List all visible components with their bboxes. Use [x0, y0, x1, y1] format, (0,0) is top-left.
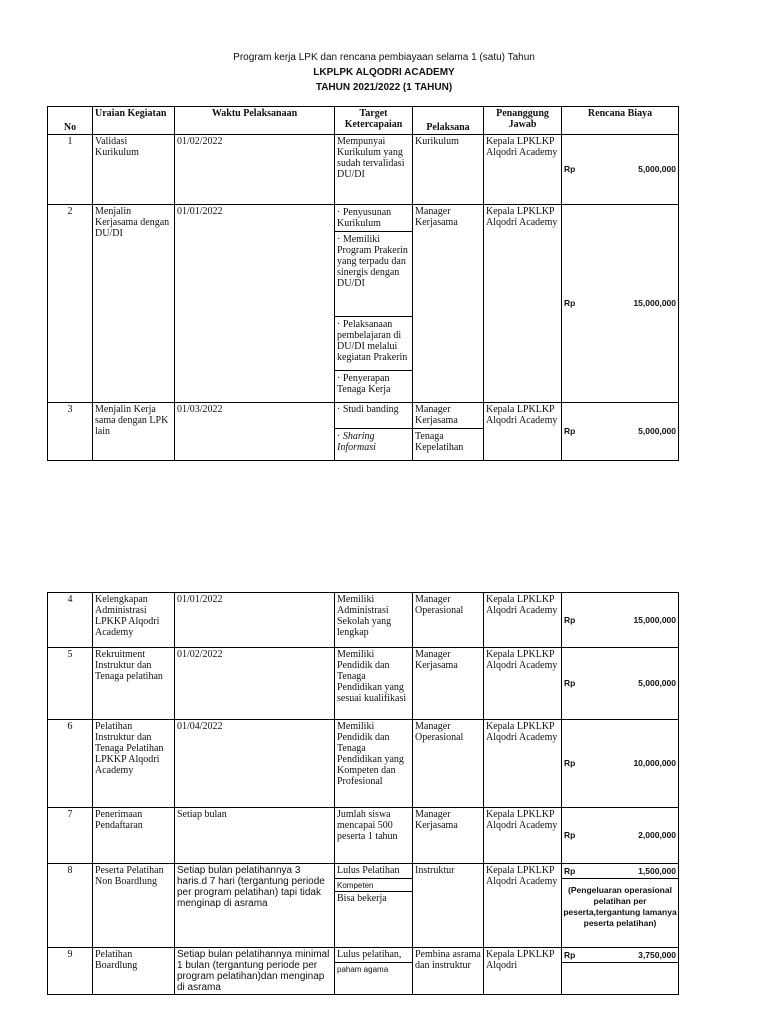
program-table-part1: [47, 106, 679, 461]
row-target: · Penyusunan Kurikulum · Memiliki Program Prakerin yang terpadu dan sinergis dengan DU/DI · Pelaksanaan pembelajaran di DU/DI melalui kegiatan Prakerin · Penyerapan Tenaga Kerja: [335, 205, 413, 403]
target-item: Sharing Informasi: [337, 431, 376, 453]
row-target: Memiliki Pendidik dan Tenaga Pendidikan yang Kompeten dan Profesional: [335, 720, 413, 808]
row-uraian: Pelatihan Instruktur dan Tenaga Pelatihan LPKKP Alqodri Academy: [93, 720, 175, 808]
program-table-part2: [47, 592, 679, 995]
table-row: [48, 808, 679, 864]
row-waktu: 01/01/2022: [175, 593, 335, 648]
row-target: Memiliki Pendidik dan Tenaga Pendidikan yang sesuai kualifikasi: [335, 648, 413, 720]
row-waktu: Setiap bulan pelatihannya minimal 1 bulan (tergantung periode per program pelatihan)dan menginap di asrama: [175, 948, 335, 995]
row-uraian: Kelengkapan Administrasi LPKKP Alqodri Academy: [93, 593, 175, 648]
currency-label: Rp: [564, 949, 576, 960]
amount: 15,000,000: [633, 298, 676, 308]
table-header-row: [48, 107, 679, 135]
target-item: Penyusunan Kurikulum: [337, 207, 392, 229]
target-item: Memiliki Program Prakerin yang terpadu dan sinergis dengan DU/DI: [337, 234, 408, 289]
table-row: [48, 403, 679, 461]
row-no: 9: [48, 948, 93, 995]
target-item: Penyerapan Tenaga Kerja: [337, 373, 391, 395]
row-biaya: [562, 864, 679, 948]
row-pelaksana: Kurikulum: [413, 135, 484, 205]
target-item: Pelaksanaan pembelajaran di DU/DI melalui kegiatan Prakerin: [337, 319, 408, 363]
row-biaya: [562, 720, 679, 808]
row-uraian: Penerimaan Pendaftaran: [93, 808, 175, 864]
row-biaya: [562, 648, 679, 720]
col-biaya: Rencana Biaya: [562, 107, 679, 135]
row-pj: Kepala LPKLKP Alqodri Academy: [484, 648, 562, 720]
row-pj: Kepala LPKLKP Alqodri Academy: [484, 403, 562, 461]
target-item: Kompeten: [335, 878, 412, 891]
row-no: 7: [48, 808, 93, 864]
amount: 1,500,000: [638, 865, 676, 876]
amount: 3,750,000: [638, 949, 676, 960]
currency-label: Rp: [564, 865, 576, 876]
amount: 5,000,000: [638, 164, 676, 174]
row-pj: Kepala LPKLKP Alqodri Academy: [484, 205, 562, 403]
row-target: Memiliki Administrasi Sekolah yang lengkap: [335, 593, 413, 648]
row-biaya: [562, 403, 679, 461]
row-target: Mempunyai Kurikulum yang sudah tervalidasi DU/DI: [335, 135, 413, 205]
row-biaya: [562, 593, 679, 648]
cost-note: (Pengeluaran operasional pelatihan per peserta,tergantung lamanya peserta pelatihan): [563, 885, 677, 928]
row-waktu: 01/04/2022: [175, 720, 335, 808]
row-uraian: Menjalin Kerja sama dengan LPK lain: [93, 403, 175, 461]
row-pj: Kepala LPKLKP Alqodri Academy: [484, 720, 562, 808]
row-target: · Studi banding · Sharing Informasi: [335, 403, 413, 461]
row-uraian: Rekruitment Instruktur dan Tenaga pelatihan: [93, 648, 175, 720]
row-pj: Kepala LPKLKP Alqodri: [484, 948, 562, 995]
row-pelaksana: Manager Operasional: [413, 593, 484, 648]
row-no: 6: [48, 720, 93, 808]
row-waktu: 01/02/2022: [175, 648, 335, 720]
currency-label: Rp: [564, 678, 576, 688]
row-waktu: 01/03/2022: [175, 403, 335, 461]
target-item: Lulus pelatihan,: [337, 949, 402, 960]
row-uraian: Peserta Pelatihan Non Boardlung: [93, 864, 175, 948]
row-uraian: Validasi Kurikulum: [93, 135, 175, 205]
table-row: [48, 864, 679, 948]
row-target: [335, 948, 413, 995]
header-year: TAHUN 2021/2022 (1 TAHUN): [315, 82, 453, 93]
header-institution: LKPLPK ALQODRI ACADEMY: [313, 67, 455, 78]
amount: 5,000,000: [638, 426, 676, 436]
row-biaya: [562, 808, 679, 864]
table-row: [48, 593, 679, 648]
table-row: [48, 205, 679, 403]
row-pelaksana: Manager Kerjasama: [413, 205, 484, 403]
target-item: Lulus Pelatihan: [337, 865, 400, 876]
amount: 10,000,000: [633, 758, 676, 768]
amount: 2,000,000: [638, 830, 676, 840]
row-target: [335, 864, 413, 948]
table-row: [48, 720, 679, 808]
row-uraian: Menjalin Kerjasama dengan DU/DI: [93, 205, 175, 403]
amount: 15,000,000: [633, 614, 676, 625]
row-pelaksana: Manager Kerjasama: [413, 648, 484, 720]
col-target: Target Ketercapaian: [335, 107, 413, 135]
header-title: Program kerja LPK dan rencana pembiayaan selama 1 (satu) Tahun: [233, 52, 535, 63]
row-pelaksana: [413, 403, 484, 461]
row-pelaksana: Manager Operasional: [413, 720, 484, 808]
target-item: paham agama: [335, 962, 412, 975]
currency-label: Rp: [564, 298, 576, 308]
currency-label: Rp: [564, 614, 576, 625]
target-item: Studi banding: [342, 404, 399, 415]
table-row: [48, 135, 679, 205]
row-uraian: Pelatihan Boardlung: [93, 948, 175, 995]
row-pelaksana: Instruktur: [413, 864, 484, 948]
table-row: [48, 948, 679, 995]
row-pj: Kepala LPKLKP Alqodri Academy: [484, 135, 562, 205]
row-pj: Kepala LPKLKP Alqodri Academy: [484, 808, 562, 864]
row-no: 5: [48, 648, 93, 720]
currency-label: Rp: [564, 426, 576, 436]
row-biaya: [562, 135, 679, 205]
currency-label: Rp: [564, 758, 576, 768]
target-item: Bisa bekerja: [335, 891, 412, 908]
row-no: 8: [48, 864, 93, 948]
table-row: [48, 648, 679, 720]
row-pj: Kepala LPKLKP Alqodri Academy: [484, 593, 562, 648]
row-pj: Kepala LPKLKP Alqodri Academy: [484, 864, 562, 948]
row-waktu: 01/02/2022: [175, 135, 335, 205]
document-header: [0, 50, 768, 95]
col-pelaksana: Pelaksana: [413, 107, 484, 135]
row-no: 3: [48, 403, 93, 461]
row-pelaksana: Manager Kerjasama: [413, 808, 484, 864]
row-no: 4: [48, 593, 93, 648]
pelaksana-item: Manager Kerjasama: [415, 404, 458, 426]
row-waktu: 01/01/2022: [175, 205, 335, 403]
row-waktu: Setiap bulan: [175, 808, 335, 864]
col-uraian: Uraian Kegiatan: [93, 107, 175, 135]
row-biaya: [562, 205, 679, 403]
row-target: Jumlah siswa mencapai 500 peserta 1 tahun: [335, 808, 413, 864]
pelaksana-item: Tenaga Kepelatihan: [413, 428, 483, 455]
currency-label: Rp: [564, 164, 576, 174]
row-biaya: [562, 948, 679, 995]
row-waktu: Setiap bulan pelatihannya 3 haris.d 7 hari (tergantung periode per program pelatihan) tapi tidak menginap di asrama: [175, 864, 335, 948]
row-no: 2: [48, 205, 93, 403]
row-no: 1: [48, 135, 93, 205]
col-pj: Penanggung Jawab: [484, 107, 562, 135]
row-pelaksana: Pembina asrama dan instruktur: [413, 948, 484, 995]
amount: 5,000,000: [638, 678, 676, 688]
currency-label: Rp: [564, 830, 576, 840]
col-no: No: [48, 107, 93, 135]
col-waktu: Waktu Pelaksanaan: [175, 107, 335, 135]
